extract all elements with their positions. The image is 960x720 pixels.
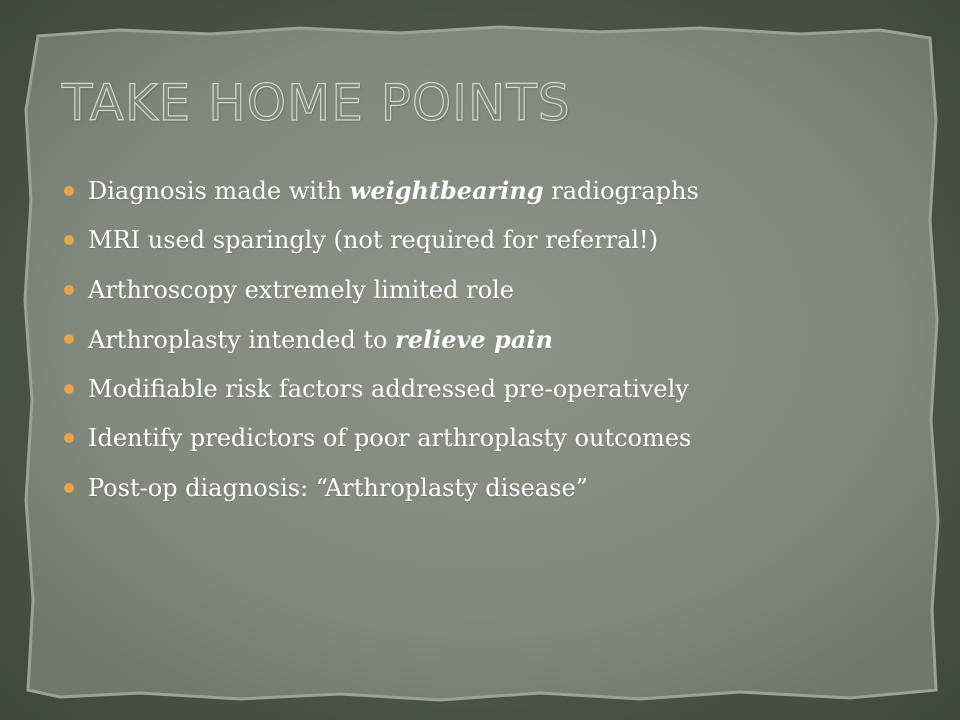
bullet-dot-icon [64,186,74,196]
bullet-text [88,325,553,354]
bullet-item [64,364,924,414]
text-segment: radiographs [543,177,699,206]
text-segment: Arthroscopy extremely limited role [88,275,514,304]
text-segment: Post-op diagnosis: “Arthroplasty disease” [88,473,588,502]
bullet-item [64,265,924,315]
bullet-dot-icon [64,235,74,245]
bullet-item [64,463,924,513]
text-segment: Diagnosis made with [88,177,350,206]
slide-title: TAKE HOME POINTS [62,74,571,132]
bullet-dot-icon [64,285,74,295]
bullet-text [88,474,588,502]
bullet-text [88,276,514,304]
bullet-dot-icon [64,483,74,493]
bullet-text [88,375,689,403]
text-segment: Arthroplasty intended to [88,325,396,354]
bullet-item [64,315,924,365]
bullet-text [88,226,658,254]
emphasized-text: weightbearing [349,176,544,206]
bullet-text [88,424,691,452]
bullet-dot-icon [64,433,74,443]
emphasized-text: relieve pain [395,324,553,354]
text-segment: Modifiable risk factors addressed pre-operatively [88,374,689,403]
bullet-item [64,414,924,464]
bullet-text [88,176,699,205]
bullet-item [64,216,924,266]
bullet-item [64,166,924,216]
bullet-dot-icon [64,384,74,394]
bullet-dot-icon [64,334,74,344]
bullet-list [64,166,924,513]
text-segment: MRI used sparingly (not required for referral!) [88,226,659,255]
text-segment: Identify predictors of poor arthroplasty outcomes [88,424,692,453]
